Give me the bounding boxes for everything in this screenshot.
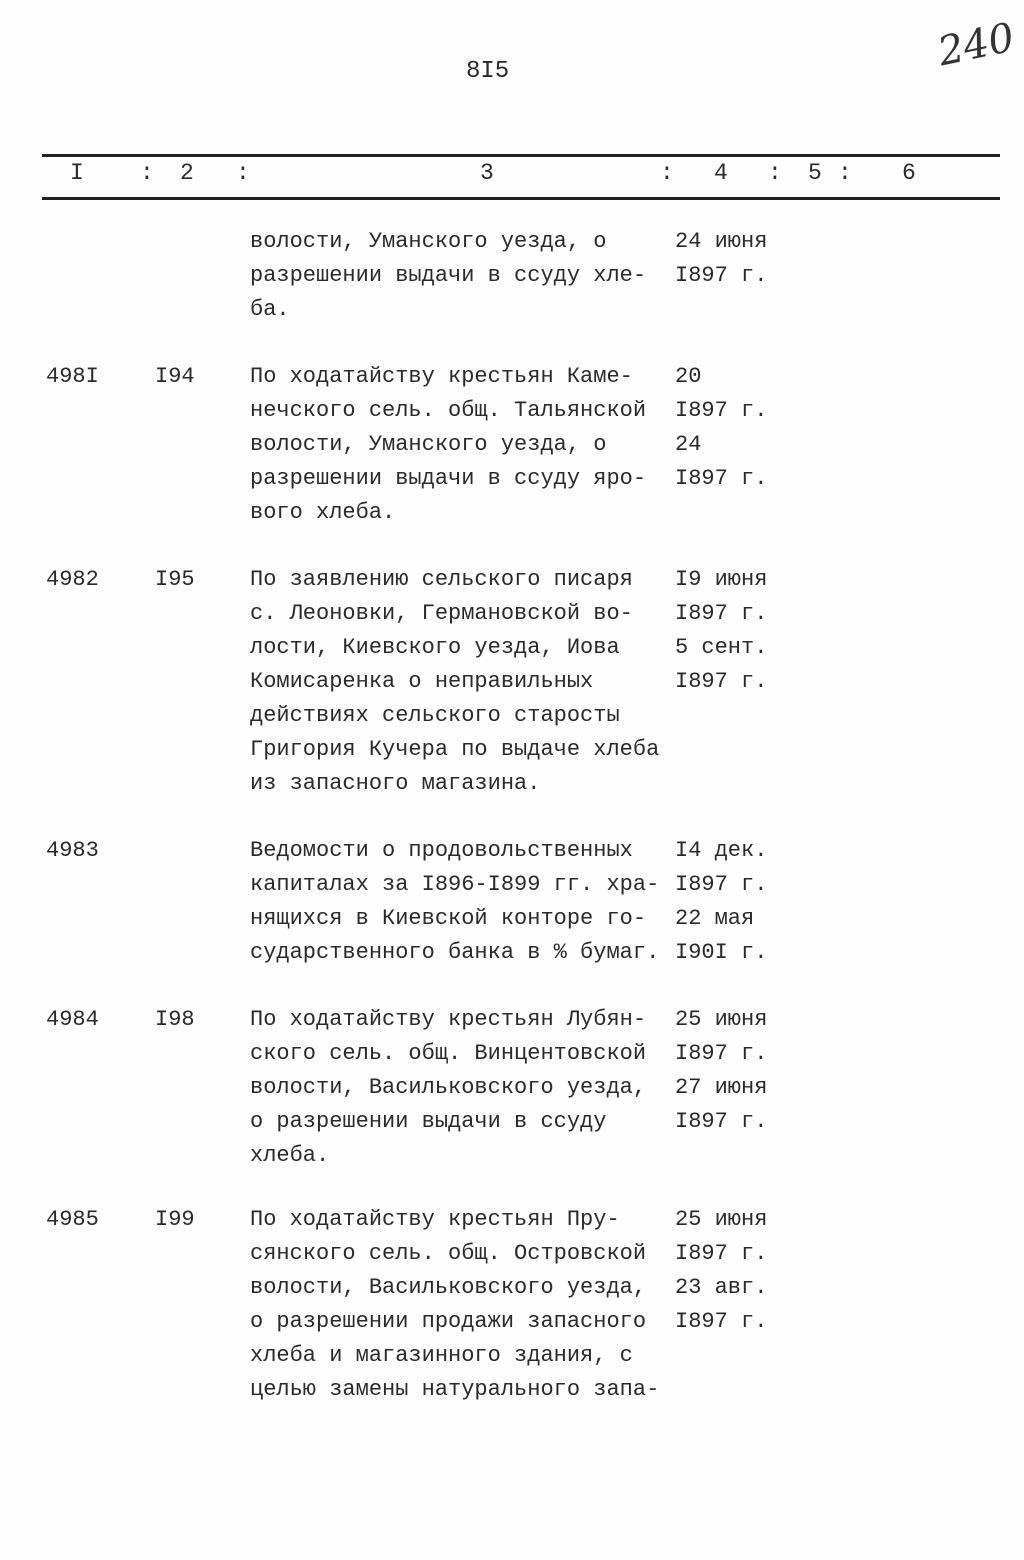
entry	[0, 360, 1024, 530]
entry-date: I897 г.	[675, 1041, 768, 1066]
entry-date: 27 июня	[675, 1075, 768, 1100]
entry-date: 25 июня	[675, 1207, 768, 1232]
entry-description: из запасного магазина.	[250, 771, 541, 796]
header-col-3: 3	[480, 160, 494, 186]
entry	[0, 1203, 1024, 1407]
entry-description: хлеба и магазинного здания, с	[250, 1343, 633, 1368]
entry-line	[0, 767, 1024, 801]
entry-description: волости, Уманского уезда, о	[250, 229, 607, 254]
header-top-rule	[42, 154, 1000, 157]
entry-date: I9 июня	[675, 567, 768, 592]
entry-date: 24	[675, 432, 702, 457]
entry-line	[0, 1237, 1024, 1271]
entry-description: вого хлеба.	[250, 500, 396, 525]
entry-line	[0, 1105, 1024, 1139]
entry-description: По ходатайству крестьян Пру-	[250, 1207, 620, 1232]
entry-description: волости, Васильковского уезда,	[250, 1275, 647, 1300]
header-col-2: 2	[180, 160, 194, 186]
entry-description: По ходатайству крестьян Каме-	[250, 364, 633, 389]
entry-number: 4983	[46, 838, 99, 863]
entry-date: I4 дек.	[675, 838, 768, 863]
entry-date: I897 г.	[675, 1241, 768, 1266]
entry-line	[0, 1271, 1024, 1305]
header-sep: :	[140, 160, 154, 186]
entry-description: ба.	[250, 297, 290, 322]
header-bottom-rule	[42, 197, 1000, 200]
entry-description: целью замены натурального запа-	[250, 1377, 660, 1402]
entry-line	[0, 293, 1024, 327]
entry-line	[0, 496, 1024, 530]
header-sep: :	[236, 160, 250, 186]
entry-line	[0, 699, 1024, 733]
entry-description: о разрешении продажи запасного	[250, 1309, 647, 1334]
header-col-4: 4	[714, 160, 728, 186]
entry-line	[0, 1139, 1024, 1173]
header-col-6: 6	[902, 160, 916, 186]
entry	[0, 1003, 1024, 1173]
entry-line	[0, 1203, 1024, 1237]
entry-number: 4985	[46, 1207, 99, 1232]
entry-description: капиталах за I896-I899 гг. хра-	[250, 872, 660, 897]
sheet-number: I98	[155, 1007, 195, 1032]
sheet-number: I95	[155, 567, 195, 592]
entry-date: 20	[675, 364, 702, 389]
header-sep: :	[660, 160, 674, 186]
entry-description: волости, Васильковского уезда,	[250, 1075, 647, 1100]
entry-description: нечского сель. общ. Тальянской	[250, 398, 647, 423]
entry-date: I897 г.	[675, 872, 768, 897]
entry-line	[0, 360, 1024, 394]
entry-line	[0, 1071, 1024, 1105]
entry-description: с. Леоновки, Германовской во-	[250, 601, 633, 626]
entry-line	[0, 1373, 1024, 1407]
entry-description: сянского сель. общ. Островской	[250, 1241, 647, 1266]
entry-line	[0, 902, 1024, 936]
entry-description: По ходатайству крестьян Лубян-	[250, 1007, 647, 1032]
entry-line	[0, 1037, 1024, 1071]
entry-line	[0, 597, 1024, 631]
entry-date: I897 г.	[675, 466, 768, 491]
entry-description: ского сель. общ. Винцентовской	[250, 1041, 647, 1066]
entry-description: По заявлению сельского писаря	[250, 567, 633, 592]
entry-description: волости, Уманского уезда, о	[250, 432, 607, 457]
entry-description: действиях сельского старосты	[250, 703, 620, 728]
entry-date: I897 г.	[675, 669, 768, 694]
entry-line	[0, 462, 1024, 496]
entry-description: разрешении выдачи в ссуду яро-	[250, 466, 647, 491]
entry-description: разрешении выдачи в ссуду хле-	[250, 263, 647, 288]
header-col-5: 5	[808, 160, 822, 186]
entry-number: 4982	[46, 567, 99, 592]
entry-number: 4984	[46, 1007, 99, 1032]
entry-date: I897 г.	[675, 263, 768, 288]
entry-date: 22 мая	[675, 906, 755, 931]
sheet-number: I94	[155, 364, 195, 389]
entry-line	[0, 665, 1024, 699]
entry-description: Григория Кучера по выдаче хлеба	[250, 737, 660, 762]
entry-line	[0, 1003, 1024, 1037]
entry	[0, 563, 1024, 801]
entry	[0, 225, 1024, 327]
entry	[0, 834, 1024, 970]
entry-description: нящихся в Киевской конторе го-	[250, 906, 647, 931]
entry-line	[0, 733, 1024, 767]
entry-line	[0, 1305, 1024, 1339]
entry-date: 24 июня	[675, 229, 768, 254]
entry-date: 5 сент.	[675, 635, 768, 660]
entry-line	[0, 428, 1024, 462]
entry-date: I90I г.	[675, 940, 768, 965]
entry-line	[0, 868, 1024, 902]
entry-description: сударственного банка в % бумаг.	[250, 940, 660, 965]
header-sep: :	[768, 160, 782, 186]
page-number: 8I5	[466, 58, 510, 85]
entry-description: о разрешении выдачи в ссуду	[250, 1109, 607, 1134]
header-col-1: I	[70, 160, 84, 186]
handwritten-folio-number: 240	[934, 14, 1019, 76]
entry-line	[0, 563, 1024, 597]
entry-description: лости, Киевского уезда, Иова	[250, 635, 620, 660]
entry-line	[0, 834, 1024, 868]
entry-line	[0, 631, 1024, 665]
entry-date: I897 г.	[675, 398, 768, 423]
entry-description: Ведомости о продовольственных	[250, 838, 633, 863]
entry-number: 498I	[46, 364, 99, 389]
entry-line	[0, 225, 1024, 259]
header-sep: :	[838, 160, 852, 186]
entry-date: 23 авг.	[675, 1275, 768, 1300]
entry-description: хлеба.	[250, 1143, 330, 1168]
entry-date: I897 г.	[675, 601, 768, 626]
entry-date: I897 г.	[675, 1109, 768, 1134]
sheet-number: I99	[155, 1207, 195, 1232]
entry-date: I897 г.	[675, 1309, 768, 1334]
entry-line	[0, 394, 1024, 428]
entry-line	[0, 1339, 1024, 1373]
entry-line	[0, 259, 1024, 293]
entry-description: Комисаренка о неправильных	[250, 669, 594, 694]
entry-date: 25 июня	[675, 1007, 768, 1032]
entry-line	[0, 936, 1024, 970]
